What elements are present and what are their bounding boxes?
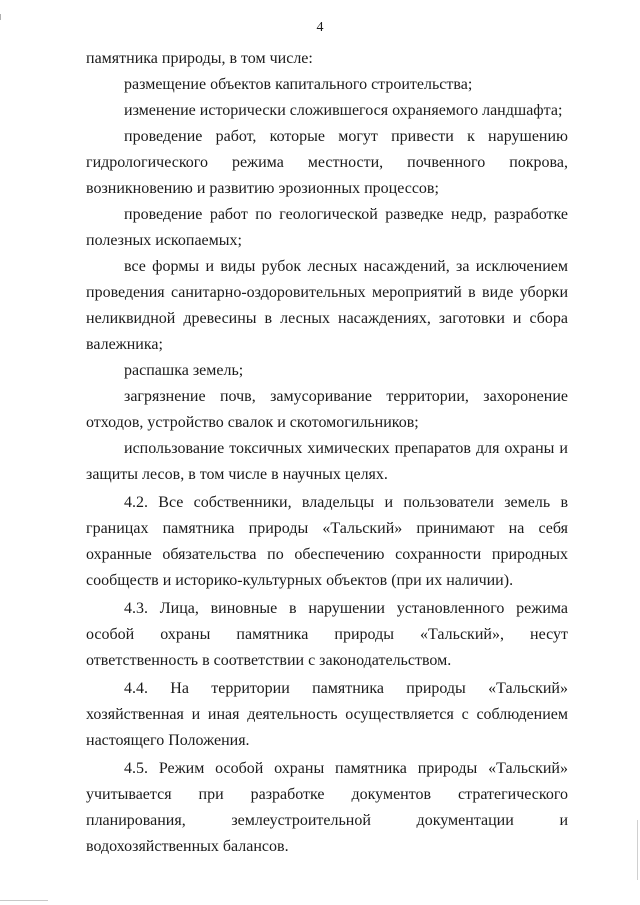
paragraph-section-4-2: 4.2. Все собственники, владельцы и пользователи земель в границах памятника природы «Тальский» принимают на себя охранные обязательства по обеспечению сохранности природных сообществ и историко-культурных объектов (при их наличии). xyxy=(86,494,568,589)
paragraph-plowing: распашка земель; xyxy=(124,362,244,379)
paragraph-hydrological-works: проведение работ, которые могут привести к нарушению гидрологического режима местности, почвенного покрова, возникновению и развитию эрозионных процессов; xyxy=(86,128,568,197)
paragraph-capital-construction: размещение объектов капитального строительства; xyxy=(124,76,473,93)
scan-edge-mark-right xyxy=(637,820,638,880)
paragraph-pollution: загрязнение почв, замусоривание территории, захоронение отходов, устройство свалок и скотомогильников; xyxy=(86,388,568,431)
scan-bottom-line xyxy=(0,900,48,901)
paragraph-section-4-5: 4.5. Режим особой охраны памятника природы «Тальский» учитывается при разработке документов стратегического планирования, землеустроительной документации и водохозяйственных балансов. xyxy=(86,760,568,855)
page-number: 4 xyxy=(316,20,324,35)
paragraph-section-4-4: 4.4. На территории памятника природы «Тальский» хозяйственная и иная деятельность осуществляется с соблюдением настоящего Положения. xyxy=(86,680,568,749)
document-body xyxy=(86,46,568,860)
paragraph-logging: все формы и виды рубок лесных насаждений, за исключением проведения санитарно-оздоровительных мероприятий в виде уборки неликвидной древесины в лесных насаждениях, заготовки и сбора валежника; xyxy=(86,258,568,353)
paragraph-landscape-change: изменение исторически сложившегося охраняемого ландшафта; xyxy=(124,102,563,119)
paragraph-section-4-3: 4.3. Лица, виновные в нарушении установленного режима особой охраны памятника природы «Тальский», несут ответственность в соответствии с законодательством. xyxy=(86,600,568,669)
paragraph-intro: памятника природы, в том числе: xyxy=(86,50,313,67)
paragraph-toxic-chemicals: использование токсичных химических препаратов для охраны и защиты лесов, в том числе в научных целях. xyxy=(86,440,568,483)
scan-edge-mark-left xyxy=(0,14,1,20)
paragraph-geological-exploration: проведение работ по геологической разведке недр, разработке полезных ископаемых; xyxy=(86,206,568,249)
